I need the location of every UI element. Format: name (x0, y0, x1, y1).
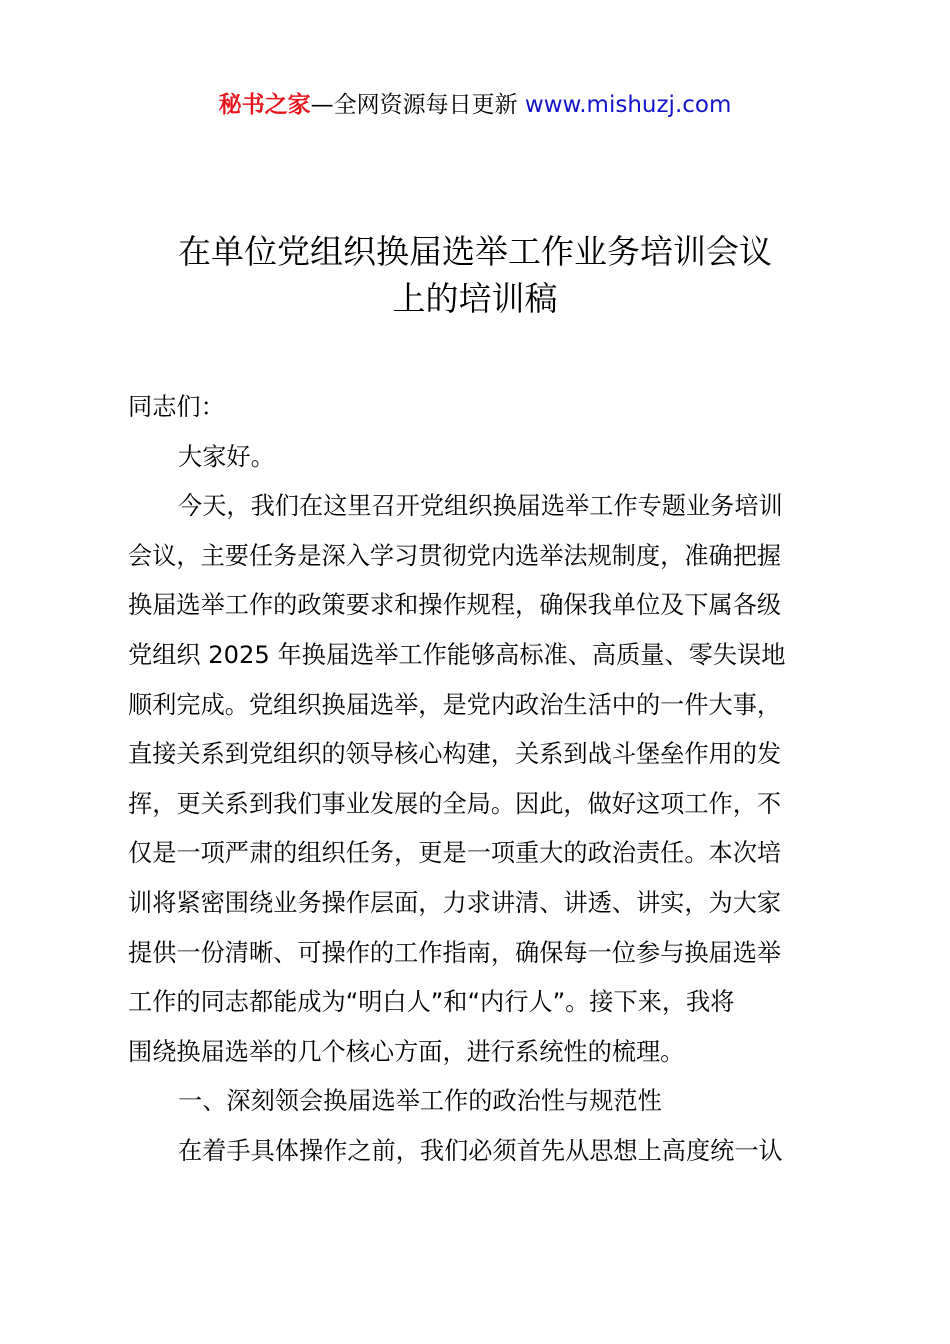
document-body (128, 383, 848, 1177)
greeting: 大家好。 (178, 442, 275, 471)
paragraph-line: 提供一份清晰、可操作的工作指南，确保每一位参与换届选举 (128, 938, 782, 967)
paragraph-line: 工作的同志都能成为“明白人”和“内行人”。接下来，我将 (128, 988, 735, 1017)
banner-slogan: —全网资源每日更新 (310, 92, 525, 118)
section-heading: 一、深刻领会换届选举工作的政治性与规范性 (178, 1087, 662, 1116)
paragraph-line: 仅是一项严肃的组织任务，更是一项重大的政治责任。本次培 (128, 839, 782, 868)
paragraph-line: 在着手具体操作之前，我们必须首先从思想上高度统一认 (178, 1136, 783, 1165)
paragraph-line: 换届选举工作的政策要求和操作规程，确保我单位及下属各级 (128, 591, 782, 620)
paragraph-line: 顺利完成。党组织换届选举，是党内政治生活中的一件大事， (128, 690, 782, 719)
paragraph-line: 党组织 2025 年换届选举工作能够高标准、高质量、零失误地 (128, 640, 786, 669)
brand-name: 秘书之家 (218, 92, 311, 118)
document-title (0, 228, 950, 322)
site-url-link[interactable]: www.mishuzj.com (524, 92, 732, 118)
paragraph-section1 (128, 1127, 848, 1177)
site-banner (0, 88, 950, 122)
paragraph-line: 训将紧密围绕业务操作层面，力求讲清、讲透、讲实，为大家 (128, 888, 782, 917)
paragraph-line: 挥，更关系到我们事业发展的全局。因此，做好这项工作，不 (128, 789, 782, 818)
paragraph-line: 会议，主要任务是深入学习贯彻党内选举法规制度，准确把握 (128, 541, 782, 570)
title-line: 上的培训稿 (392, 279, 558, 318)
paragraph-line: 今天，我们在这里召开党组织换届选举工作专题业务培训 (178, 492, 783, 521)
title-line: 在单位党组织换届选举工作业务培训会议 (178, 232, 772, 271)
paragraph-line: 围绕换届选举的几个核心方面，进行系统性的梳理。 (128, 1037, 685, 1066)
paragraph-line: 直接关系到党组织的领导核心构建，关系到战斗堡垒作用的发 (128, 740, 782, 769)
salutation: 同志们： (128, 393, 225, 421)
paragraph-intro (128, 482, 848, 1077)
